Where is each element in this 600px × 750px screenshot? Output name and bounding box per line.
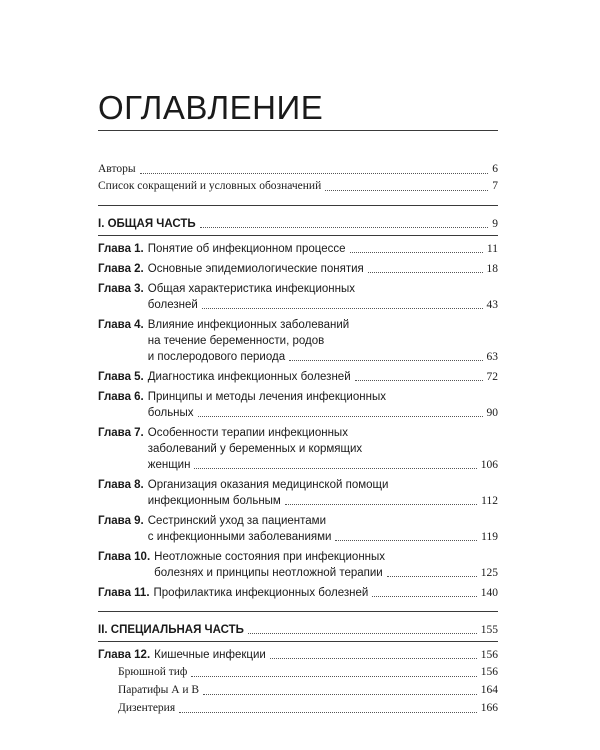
chapter-number: Глава 10. — [98, 551, 151, 563]
toc-page-number: 140 — [480, 587, 498, 599]
dot-leader — [289, 360, 482, 361]
toc-page-number: 112 — [481, 495, 498, 507]
toc-chapter-5[interactable] — [98, 369, 498, 385]
dot-leader — [191, 676, 476, 677]
toc-chapter-7[interactable] — [98, 425, 498, 473]
dot-leader — [202, 308, 483, 309]
toc-part-label: II. СПЕЦИАЛЬНАЯ ЧАСТЬ — [98, 624, 244, 636]
toc-page-number: 6 — [492, 163, 498, 175]
dot-leader — [270, 658, 477, 659]
toc-page-number: 90 — [486, 407, 498, 419]
chapter-title-line: заболеваний у беременных и кормящих — [147, 443, 363, 455]
toc-part-2[interactable] — [98, 622, 498, 638]
chapter-title-line: Общая характеристика инфекционных — [147, 283, 355, 295]
toc-page-number: 164 — [480, 684, 498, 696]
chapter-title-line: женщин — [147, 459, 191, 471]
chapter-title-line: болезнях и принципы неотложной терапии — [154, 567, 383, 579]
chapter-title-line: Принципы и методы лечения инфекционных — [147, 391, 386, 403]
toc-chapter-9[interactable] — [98, 513, 498, 545]
chapter-number: Глава 4. — [98, 319, 144, 331]
chapter-number: Глава 5. — [98, 371, 144, 383]
chapter-number: Глава 1. — [98, 243, 144, 255]
chapter-number: Глава 11. — [98, 587, 150, 599]
toc-chapter-11[interactable] — [98, 585, 498, 601]
dot-leader — [200, 227, 489, 228]
dot-leader — [248, 633, 477, 634]
subsection-label: Дизентерия — [118, 702, 176, 714]
chapter-title-line: Влияние инфекционных заболеваний — [147, 319, 350, 331]
subsection-label: Брюшной тиф — [118, 666, 188, 678]
section-divider — [98, 205, 498, 206]
toc-chapter-6[interactable] — [98, 389, 498, 421]
page-title: ОГЛАВЛЕНИЕ — [98, 89, 324, 126]
toc-page-number: 156 — [480, 666, 498, 678]
chapter-title-line: Понятие об инфекционном процессе — [147, 243, 346, 255]
toc-page-number: 43 — [486, 299, 498, 311]
chapter-number: Глава 12. — [98, 649, 151, 661]
section-divider — [98, 611, 498, 612]
toc-part-label: I. ОБЩАЯ ЧАСТЬ — [98, 218, 196, 230]
chapter-number: Глава 3. — [98, 283, 144, 295]
dot-leader — [140, 173, 489, 174]
table-of-contents — [98, 161, 498, 717]
chapter-title-line: инфекционным больным — [147, 495, 281, 507]
toc-chapter-12[interactable] — [98, 647, 498, 663]
toc-subsection-typhoid[interactable] — [98, 664, 498, 681]
dot-leader — [368, 272, 483, 273]
toc-page-number: 119 — [481, 531, 498, 543]
section-divider — [98, 641, 498, 642]
dot-leader — [355, 380, 483, 381]
toc-chapter-10[interactable] — [98, 549, 498, 581]
section-divider — [98, 235, 498, 236]
toc-part-1[interactable] — [98, 216, 498, 232]
dot-leader — [372, 596, 476, 597]
title-divider — [98, 130, 498, 131]
toc-page-number: 18 — [486, 263, 498, 275]
toc-chapter-2[interactable] — [98, 261, 498, 277]
chapter-title-line: Диагностика инфекционных болезней — [147, 371, 351, 383]
toc-chapter-4[interactable] — [98, 317, 498, 365]
toc-page-number: 155 — [480, 624, 498, 636]
toc-page-number: 125 — [480, 567, 498, 579]
toc-subsection-paratyphoid[interactable] — [98, 682, 498, 699]
toc-chapter-8[interactable] — [98, 477, 498, 509]
chapter-title-line: Неотложные состояния при инфекционных — [154, 551, 386, 563]
chapter-title-line: с инфекционными заболеваниями — [147, 531, 332, 543]
dot-leader — [203, 694, 477, 695]
toc-entry-authors[interactable] — [98, 161, 498, 178]
dot-leader — [285, 504, 477, 505]
dot-leader — [350, 252, 483, 253]
chapter-title-line: Основные эпидемиологические понятия — [147, 263, 364, 275]
chapter-title-line: больных — [147, 407, 194, 419]
toc-chapter-3[interactable] — [98, 281, 498, 313]
toc-page-number: 11 — [486, 243, 498, 255]
dot-leader — [335, 540, 477, 541]
toc-page-number: 156 — [480, 649, 498, 661]
dot-leader — [194, 468, 476, 469]
dot-leader — [198, 416, 483, 417]
toc-chapter-1[interactable] — [98, 241, 498, 257]
chapter-title-line: и послеродового периода — [147, 351, 286, 363]
chapter-number: Глава 2. — [98, 263, 144, 275]
toc-page-number: 7 — [492, 180, 498, 192]
chapter-title-line: Кишечные инфекции — [154, 649, 266, 661]
chapter-number: Глава 7. — [98, 427, 144, 439]
dot-leader — [325, 190, 488, 191]
toc-page-number: 9 — [492, 218, 498, 230]
chapter-title-line: Сестринский уход за пациентами — [147, 515, 326, 527]
chapter-title-line: болезней — [147, 299, 198, 311]
subsection-label: Паратифы А и В — [118, 684, 200, 696]
dot-leader — [387, 576, 477, 577]
chapter-title-line: на течение беременности, родов — [147, 335, 325, 347]
chapter-title-line: Особенности терапии инфекционных — [147, 427, 348, 439]
toc-page-number: 72 — [486, 371, 498, 383]
toc-entry-abbreviations[interactable] — [98, 178, 498, 195]
chapter-number: Глава 6. — [98, 391, 144, 403]
chapter-title-line: Профилактика инфекционных болезней — [153, 587, 369, 599]
toc-entry-label: Список сокращений и условных обозначений — [98, 180, 322, 192]
chapter-number: Глава 9. — [98, 515, 144, 527]
toc-subsection-dysentery[interactable] — [98, 700, 498, 717]
toc-page-number: 166 — [480, 702, 498, 714]
dot-leader — [179, 712, 477, 713]
toc-page-number: 106 — [480, 459, 498, 471]
chapter-number: Глава 8. — [98, 479, 144, 491]
chapter-title-line: Организация оказания медицинской помощи — [147, 479, 389, 491]
toc-entry-label: Авторы — [98, 163, 136, 175]
toc-page-number: 63 — [486, 351, 498, 363]
